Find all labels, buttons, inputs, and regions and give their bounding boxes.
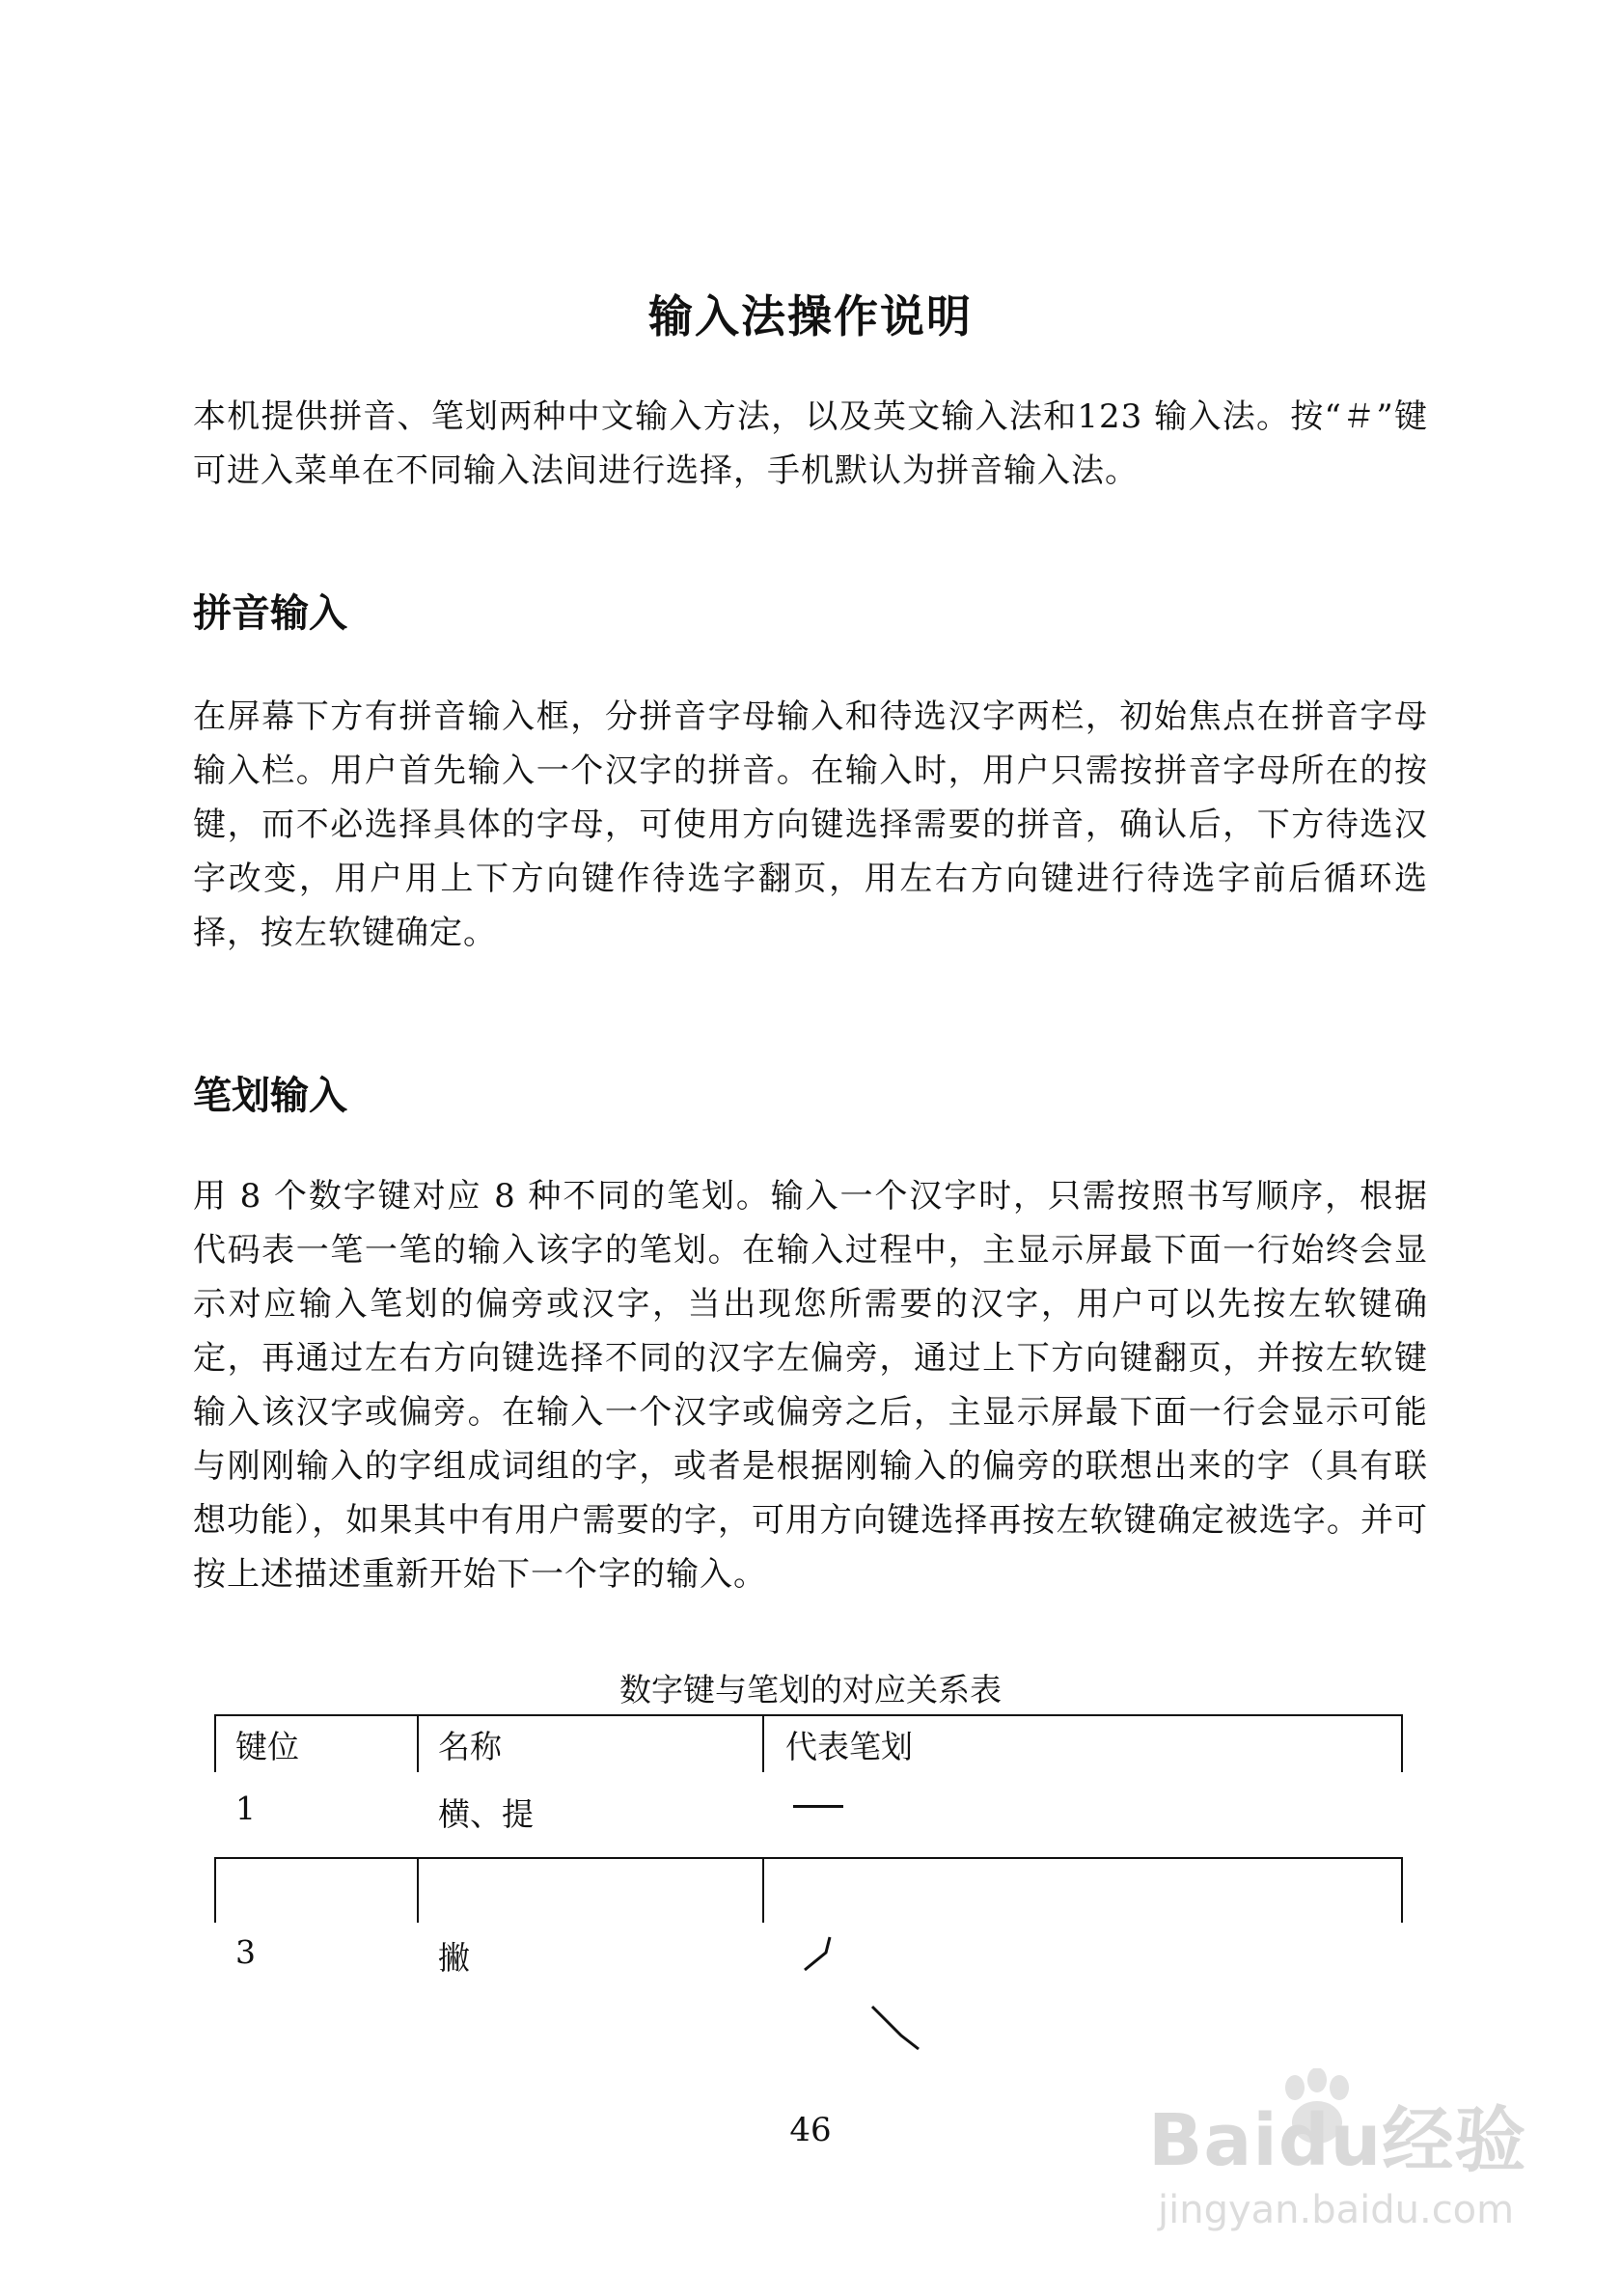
intro-paragraph: 本机提供拼音、笔划两种中文输入方法，以及英文输入法和123 输入法。按“＃”键可进入菜单在不同输入法间进行选择，手机默认为拼音输入法。 [193,397,1428,490]
left-falling-stroke-icon [797,1933,836,1978]
table-cell-key: 3 [235,1933,256,1971]
stroke-key-table [214,1714,1403,1927]
table-caption: 数字键与笔划的对应关系表 [619,1671,1002,1708]
table-border [1401,1857,1403,1923]
table-row-border [214,1857,1403,1859]
table-header-key: 键位 [235,1728,299,1765]
table-header-name: 名称 [438,1728,502,1765]
page-title: 输入法操作说明 [648,290,973,342]
section-body-pinyin: 在屏幕下方有拼音输入框，分拼音字母输入和待选汉字两栏，初始焦点在拼音字母输入栏。用户首先输入一个汉字的拼音。在输入时，用户只需按拼音字母所在的按键，而不必选择具体的字母，可使用方向键选择需要的拼音，确认后，下方待选汉字改变，用户用上下方向键作待选字翻页，用左右方向键进行待选字前后循环选择，按左软键确定。 [193,697,1428,952]
table-cell-name: 撇 [438,1939,470,1977]
table-cell-key: 1 [235,1790,256,1827]
table-border [214,1714,216,1772]
section-body-stroke: 用 8 个数字键对应 8 种不同的笔划。输入一个汉字时，只需按照书写顺序，根据代码表一笔一笔的输入该字的笔划。在输入过程中，主显示屏最下面一行始终会显示对应输入笔划的偏旁或汉字，当出现您所需要的汉字，用户可以先按左软键确定，再通过左右方向键选择不同的汉字左偏旁，通过上下方向键翻页，并按左软键输入该汉字或偏旁。在输入一个汉字或偏旁之后，主显示屏最下面一行会显示可能与刚刚输入的字组成词组的字，或者是根据刚输入的偏旁的联想出来的字（具有联想功能），如果其中有用户需要的字，可用方向键选择再按左软键确定被选字。并可按上述描述重新开始下一个字的输入。 [193,1177,1428,1594]
table-border [214,1857,216,1923]
table-border [417,1714,419,1772]
watermark-url: jingyan.baidu.com [1158,2188,1515,2232]
table-border [762,1857,764,1923]
page-number: 46 [789,2111,832,2149]
baidu-jingyan-watermark [1110,2074,1534,2257]
section-heading-pinyin: 拼音输入 [193,591,347,636]
table-cell-name: 横、提 [438,1795,534,1833]
table-border [417,1857,419,1923]
horizontal-stroke-icon [793,1801,851,1813]
table-top-border [214,1714,1403,1716]
section-heading-stroke: 笔划输入 [193,1074,347,1118]
table-border [762,1714,764,1772]
table-header-stroke: 代表笔划 [785,1728,913,1765]
right-falling-stroke-icon [866,2003,924,2057]
watermark-logo-text: Baidu经验 [1148,2099,1527,2182]
table-border [1401,1714,1403,1772]
